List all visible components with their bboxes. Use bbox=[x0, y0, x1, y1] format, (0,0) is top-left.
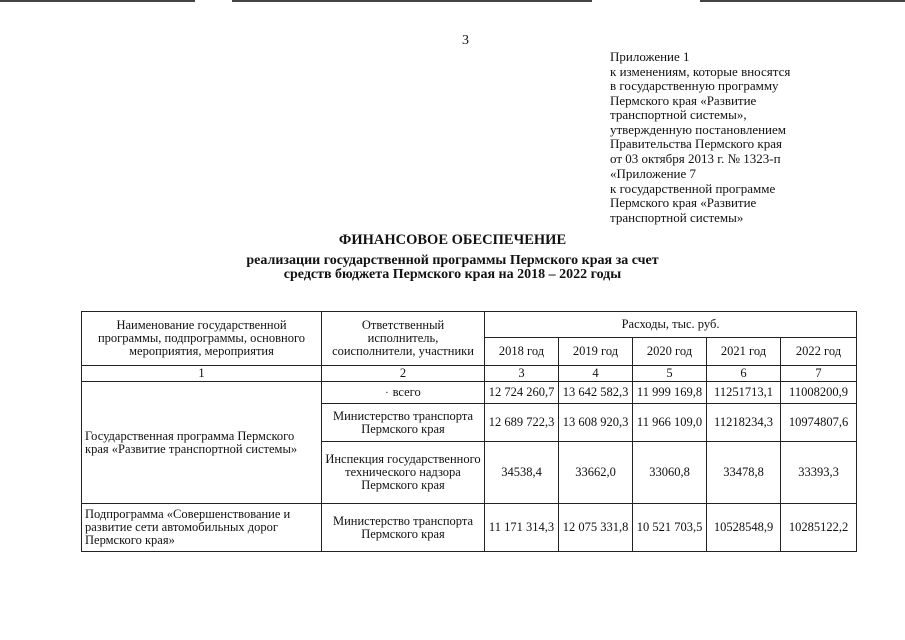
executor-cell: Министерство транспорта Пермского края bbox=[322, 404, 485, 442]
program-name: Государственная программа Пермского края «Развитие транспортной системы» bbox=[82, 382, 322, 504]
header-year: 2022 год bbox=[781, 338, 857, 366]
value-cell: 12 689 722,3 bbox=[485, 404, 559, 442]
appendix-1-line: Правительства Пермского края bbox=[610, 136, 782, 151]
value-cell: 13 642 582,3 bbox=[559, 382, 633, 404]
appendix-1-block bbox=[610, 50, 790, 166]
value-cell: 10974807,6 bbox=[781, 404, 857, 442]
column-number: 5 bbox=[633, 366, 707, 382]
subprogram-name: Подпрограмма «Совершенствование и развитие сети автомобильных дорог Пермского края» bbox=[82, 504, 322, 552]
appendix-7-line: Пермского края «Развитие bbox=[610, 195, 757, 210]
value-cell: 11 171 314,3 bbox=[485, 504, 559, 552]
appendix-1-line: в государственную программу bbox=[610, 78, 779, 93]
value-cell: 33060,8 bbox=[633, 442, 707, 504]
value-cell: 10 521 703,5 bbox=[633, 504, 707, 552]
column-number: 1 bbox=[82, 366, 322, 382]
value-cell: 33662,0 bbox=[559, 442, 633, 504]
appendix-1-line: Пермского края «Развитие bbox=[610, 92, 757, 108]
executor-cell: Инспекция государственного технического надзора Пермского края bbox=[322, 442, 485, 504]
appendix-1-line: от 03 октября 2013 г. № 1323-п bbox=[610, 150, 781, 166]
appendix-1-line: к изменениям, которые вносятся bbox=[610, 63, 791, 79]
header-year: 2019 год bbox=[559, 338, 633, 366]
value-cell: 11 966 109,0 bbox=[633, 404, 707, 442]
executor-cell: Министерство транспорта Пермского края bbox=[322, 504, 485, 552]
value-cell: 33478,8 bbox=[707, 442, 781, 504]
value-cell: 12 724 260,7 bbox=[485, 382, 559, 404]
document-subtitle-line-2: средств бюджета Пермского края на 2018 – 2022 годы bbox=[283, 267, 622, 282]
value-cell: 12 075 331,8 bbox=[559, 504, 633, 552]
appendix-7-block bbox=[610, 167, 775, 225]
value-cell: 34538,4 bbox=[485, 442, 559, 504]
dot-mark: · bbox=[385, 387, 389, 399]
table-row bbox=[82, 382, 857, 404]
value-cell: 11 999 169,8 bbox=[633, 382, 707, 404]
appendix-7-line: «Приложение 7 bbox=[610, 166, 697, 181]
page-number: 3 bbox=[462, 33, 469, 48]
header-expenses: Расходы, тыс. руб. bbox=[485, 312, 857, 338]
column-number: 6 bbox=[707, 366, 781, 382]
appendix-1-line: транспортной системы», bbox=[610, 107, 747, 122]
appendix-7-line: к государственной программе bbox=[610, 180, 776, 196]
value-cell: 33393,3 bbox=[781, 442, 857, 504]
header-year: 2021 год bbox=[707, 338, 781, 366]
value-cell: 11251713,1 bbox=[707, 382, 781, 404]
value-cell: 11008200,9 bbox=[781, 382, 857, 404]
top-edge-line-mid bbox=[232, 0, 592, 2]
column-number: 7 bbox=[781, 366, 857, 382]
header-year: 2018 год bbox=[485, 338, 559, 366]
value-cell: 10528548,9 bbox=[707, 504, 781, 552]
executor-total-label: всего bbox=[392, 384, 421, 399]
header-executor: Ответственный исполнитель, соисполнители, участники bbox=[322, 312, 485, 366]
top-edge-line-left bbox=[0, 0, 195, 2]
value-cell: 10285122,2 bbox=[781, 504, 857, 552]
column-number: 2 bbox=[322, 366, 485, 382]
document-subtitle-line-1: реализации государственной программы Пермского края за счет bbox=[246, 253, 659, 268]
executor-cell bbox=[322, 382, 485, 404]
header-year: 2020 год bbox=[633, 338, 707, 366]
header-name: Наименование государственной программы, подпрограммы, основного мероприятия, мероприятия bbox=[82, 312, 322, 366]
financing-table bbox=[81, 311, 857, 552]
value-cell: 13 608 920,3 bbox=[559, 404, 633, 442]
top-edge-line-right bbox=[700, 0, 905, 2]
table-row bbox=[82, 504, 857, 552]
appendix-7-line: транспортной системы» bbox=[610, 209, 744, 225]
document-title: ФИНАНСОВОЕ ОБЕСПЕЧЕНИЕ bbox=[338, 232, 567, 248]
column-number: 3 bbox=[485, 366, 559, 382]
appendix-1-line: утвержденную постановлением bbox=[610, 121, 787, 137]
appendix-1-line: Приложение 1 bbox=[610, 49, 690, 64]
value-cell: 11218234,3 bbox=[707, 404, 781, 442]
column-number: 4 bbox=[559, 366, 633, 382]
